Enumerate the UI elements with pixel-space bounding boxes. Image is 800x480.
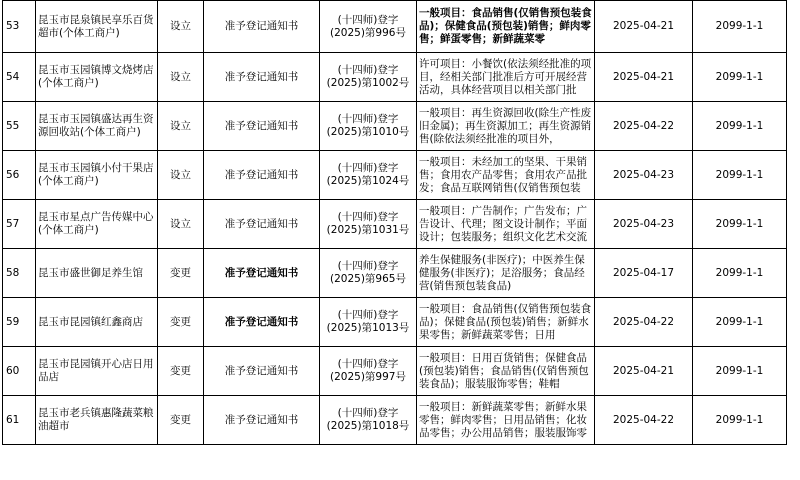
expiry-date-cell: 2099-1-1 <box>693 298 787 347</box>
approval-date-cell: 2025-04-21 <box>595 347 693 396</box>
entity-name-cell: 昆玉市玉园镇博文烧烤店(个体工商户) <box>36 53 158 102</box>
expiry-date-cell: 2099-1-1 <box>693 53 787 102</box>
registration-type-cell: 变更 <box>158 298 204 347</box>
approval-date-cell: 2025-04-22 <box>595 298 693 347</box>
row-number-cell: 58 <box>3 249 36 298</box>
row-number-cell: 57 <box>3 200 36 249</box>
row-number-cell: 56 <box>3 151 36 200</box>
document-type-cell: 准予登记通知书 <box>204 200 320 249</box>
expiry-date-cell: 2099-1-1 <box>693 249 787 298</box>
registration-table <box>2 0 787 445</box>
entity-name-cell: 昆玉市玉园镇盛达再生资源回收站(个体工商户) <box>36 102 158 151</box>
document-type-cell: 准予登记通知书 <box>204 298 320 347</box>
approval-date-cell: 2025-04-22 <box>595 396 693 445</box>
expiry-date-cell: 2099-1-1 <box>693 396 787 445</box>
approval-date-cell: 2025-04-17 <box>595 249 693 298</box>
document-type-cell: 准予登记通知书 <box>204 396 320 445</box>
registration-number-cell: (十四师)登字(2025)第1013号 <box>320 298 417 347</box>
business-scope-cell <box>417 151 595 200</box>
document-type-cell: 准予登记通知书 <box>204 151 320 200</box>
table-body <box>3 1 787 445</box>
table-row <box>3 1 787 53</box>
business-scope-text: 养生保健服务(非医疗)；中医养生保健服务(非医疗)；足浴服务；食品经营(销售预包装食品) <box>419 253 585 292</box>
registration-number-cell: (十四师)登字(2025)第965号 <box>320 249 417 298</box>
table-row <box>3 347 787 396</box>
approval-date-cell: 2025-04-21 <box>595 1 693 53</box>
registration-type-cell: 变更 <box>158 396 204 445</box>
row-number-cell: 54 <box>3 53 36 102</box>
business-scope-text: 一般项目：食品销售(仅销售预包装食品)；保健食品(预包装)销售；鲜肉零售；鲜蛋零售；新鲜蔬菜零 <box>419 7 592 45</box>
expiry-date-cell: 2099-1-1 <box>693 200 787 249</box>
entity-name-cell: 昆玉市老兵镇惠隆蔬菜粮油超市 <box>36 396 158 445</box>
registration-number-cell: (十四师)登字(2025)第1010号 <box>320 102 417 151</box>
business-scope-text: 一般项目：日用百货销售；保健食品(预包装)销售；食品销售(仅销售预包装食品)；服装服饰零售；鞋帽 <box>419 351 589 390</box>
document-type-cell: 准予登记通知书 <box>204 53 320 102</box>
expiry-date-cell: 2099-1-1 <box>693 347 787 396</box>
approval-date-cell: 2025-04-21 <box>595 53 693 102</box>
document-type-cell: 准予登记通知书 <box>204 1 320 53</box>
registration-table-container <box>2 0 787 445</box>
registration-type-cell: 设立 <box>158 102 204 151</box>
registration-type-cell: 设立 <box>158 53 204 102</box>
business-scope-text: 许可项目：小餐饮(依法须经批准的项目，经相关部门批准后方可开展经营活动，具体经营项目以相关部门批 <box>419 57 592 96</box>
entity-name-cell: 昆玉市玉园镇小付干果店(个体工商户) <box>36 151 158 200</box>
business-scope-text: 一般项目：广告制作；广告发布；广告设计、代理；图文设计制作；平面设计；包装服务；组织文化艺术交流 <box>419 204 587 243</box>
row-number-cell: 59 <box>3 298 36 347</box>
registration-number-cell: (十四师)登字(2025)第1018号 <box>320 396 417 445</box>
business-scope-cell <box>417 249 595 298</box>
registration-type-cell: 设立 <box>158 200 204 249</box>
business-scope-text: 一般项目：新鲜蔬菜零售；新鲜水果零售；鲜肉零售；日用品销售；化妆品零售；办公用品销售；服装服饰零 <box>419 400 587 439</box>
business-scope-cell <box>417 200 595 249</box>
business-scope-cell <box>417 396 595 445</box>
registration-type-cell: 变更 <box>158 347 204 396</box>
business-scope-cell <box>417 298 595 347</box>
table-row <box>3 249 787 298</box>
entity-name-cell: 昆玉市盛世御足养生馆 <box>36 249 158 298</box>
table-row <box>3 298 787 347</box>
expiry-date-cell: 2099-1-1 <box>693 1 787 53</box>
business-scope-cell <box>417 102 595 151</box>
business-scope-text: 一般项目：再生资源回收(除生产性废旧金属)；再生资源加工；再生资源销售(除依法须经批准的项目外， <box>419 106 592 145</box>
document-type-cell: 准予登记通知书 <box>204 347 320 396</box>
entity-name-cell: 昆玉市昆泉镇民享乐百货超市(个体工商户) <box>36 1 158 53</box>
table-row <box>3 200 787 249</box>
row-number-cell: 53 <box>3 1 36 53</box>
row-number-cell: 55 <box>3 102 36 151</box>
business-scope-cell <box>417 347 595 396</box>
approval-date-cell: 2025-04-23 <box>595 200 693 249</box>
business-scope-text: 一般项目：未经加工的坚果、干果销售；食用农产品零售；食用农产品批发；食品互联网销售(仅销售预包装 <box>419 155 587 194</box>
registration-number-cell: (十四师)登字(2025)第996号 <box>320 1 417 53</box>
business-scope-cell <box>417 53 595 102</box>
registration-type-cell: 设立 <box>158 151 204 200</box>
entity-name-cell: 昆玉市昆园镇开心店日用品店 <box>36 347 158 396</box>
row-number-cell: 61 <box>3 396 36 445</box>
registration-number-cell: (十四师)登字(2025)第1002号 <box>320 53 417 102</box>
entity-name-cell: 昆玉市昆园镇红鑫商店 <box>36 298 158 347</box>
registration-type-cell: 变更 <box>158 249 204 298</box>
registration-number-cell: (十四师)登字(2025)第1024号 <box>320 151 417 200</box>
document-type-cell: 准予登记通知书 <box>204 249 320 298</box>
table-row <box>3 102 787 151</box>
document-type-cell: 准予登记通知书 <box>204 102 320 151</box>
registration-type-cell: 设立 <box>158 1 204 53</box>
expiry-date-cell: 2099-1-1 <box>693 102 787 151</box>
entity-name-cell: 昆玉市星点广告传媒中心(个体工商户) <box>36 200 158 249</box>
approval-date-cell: 2025-04-23 <box>595 151 693 200</box>
business-scope-text: 一般项目：食品销售(仅销售预包装食品)；保健食品(预包装)销售；新鲜水果零售；新鲜蔬菜零售；日用 <box>419 302 592 341</box>
table-row <box>3 396 787 445</box>
business-scope-cell <box>417 1 595 53</box>
expiry-date-cell: 2099-1-1 <box>693 151 787 200</box>
approval-date-cell: 2025-04-22 <box>595 102 693 151</box>
registration-number-cell: (十四师)登字(2025)第997号 <box>320 347 417 396</box>
registration-number-cell: (十四师)登字(2025)第1031号 <box>320 200 417 249</box>
table-row <box>3 53 787 102</box>
row-number-cell: 60 <box>3 347 36 396</box>
table-row <box>3 151 787 200</box>
